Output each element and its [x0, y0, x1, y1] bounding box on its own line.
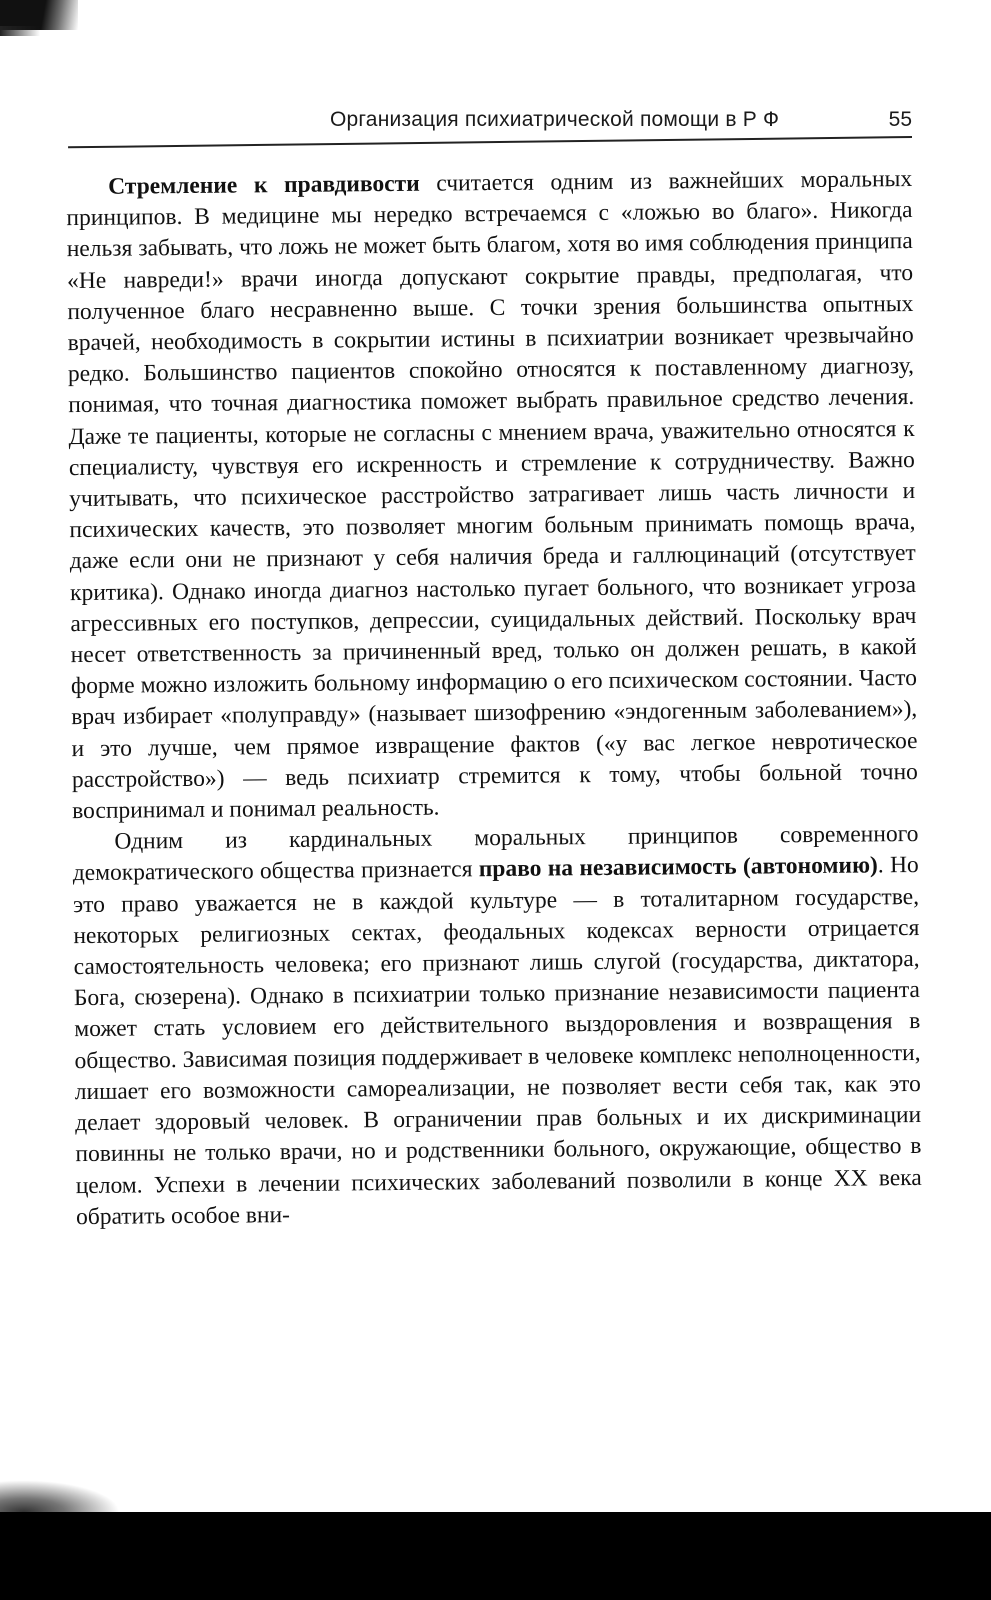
- paragraph-truthfulness: [66, 164, 918, 827]
- running-header: [330, 108, 912, 136]
- body-text: [66, 164, 922, 1233]
- page-number: 55: [888, 108, 912, 131]
- scan-border-bottom: [0, 1512, 991, 1600]
- paragraph-truthfulness-text: считается одним из важнейших моральных принципов. В медицине мы нередко встречаемся с «ложью во благо». Никогда нельзя забывать, что ложь не может быть благом, хотя во имя соблюдения принципа «Не навреди!» врачи иногда допускают сокрытие правды, предполагая, что полученное благо несравненно выше. С точки зрения большинства опытных врачей, необходимость в сокрытии истины в психиатрии возникает чрезвычайно редко. Большинство пациентов спокойно относятся к поставленному диагнозу, понимая, что точная диагностика поможет выбрать правильное средство лечения. Даже те пациенты, которые не согласны с мнением врача, уважительно относятся к специалисту, чувствуя его искренность и стремление к сотрудничеству. Важно учитывать, что психическое расстройство затрагивает лишь часть личности и психических качеств, это позволяет многим больным принимать помощь врача, даже если они не признают у себя наличия бреда и галлюцинаций (отсутствует критика). Однако иногда диагноз настолько пугает больного, что возникает угроза агрессивных его поступков, депрессии, суицидальных действий. Поскольку врач несет ответственность за причиненный вред, только он должен решать, в какой форме можно изложить больному информацию о его психическом состоянии. Часто врач избирает «полуправду» (называет шизофрению «эндогенным заболеванием»), и это лучше, чем прямое извращение фактов («у вас легкое невротическое расстройство») — ведь психиатр стремится к тому, чтобы больной точно воспринимал и понимал реальность.: [66, 166, 918, 825]
- paragraph-autonomy-text: . Но это право уважается не в каждой культуре — в тоталитарном государстве, некоторых религиозных сектах, феодальных кодексах верности отрицается самостоятельность человека; его признают лишь слугой (государства, диктатора, Бога, сюзерена). Однако в психиатрии только признание независимости пациента может стать условием его действительного выздоровления и возвращения в общество. Зависимая позиция поддерживает в человеке комплекс неполноценности, лишает его возможности самореализации, не позволяет вести себя так, как это делает здоровый человек. В ограничении прав больных и их дискриминации повинны не только врачи, но и родственники больного, окружающие, общество в целом. Успехи в лечении психических заболеваний позволили в конце XX века обратить особое вни-: [72, 852, 922, 1230]
- paragraph-autonomy-intro: Одним из кардинальных моральных принципов современного демократического общества признается: [72, 821, 919, 887]
- scan-shadow-top-left: [0, 0, 78, 30]
- header-rule: [68, 136, 912, 148]
- term-autonomy: право на независимость (автономию): [478, 852, 878, 883]
- paragraph-autonomy: [72, 819, 922, 1233]
- term-truthfulness: Стремление к правдивости: [108, 170, 420, 200]
- running-header-title: Организация психиатрической помощи в Р Ф: [330, 108, 780, 131]
